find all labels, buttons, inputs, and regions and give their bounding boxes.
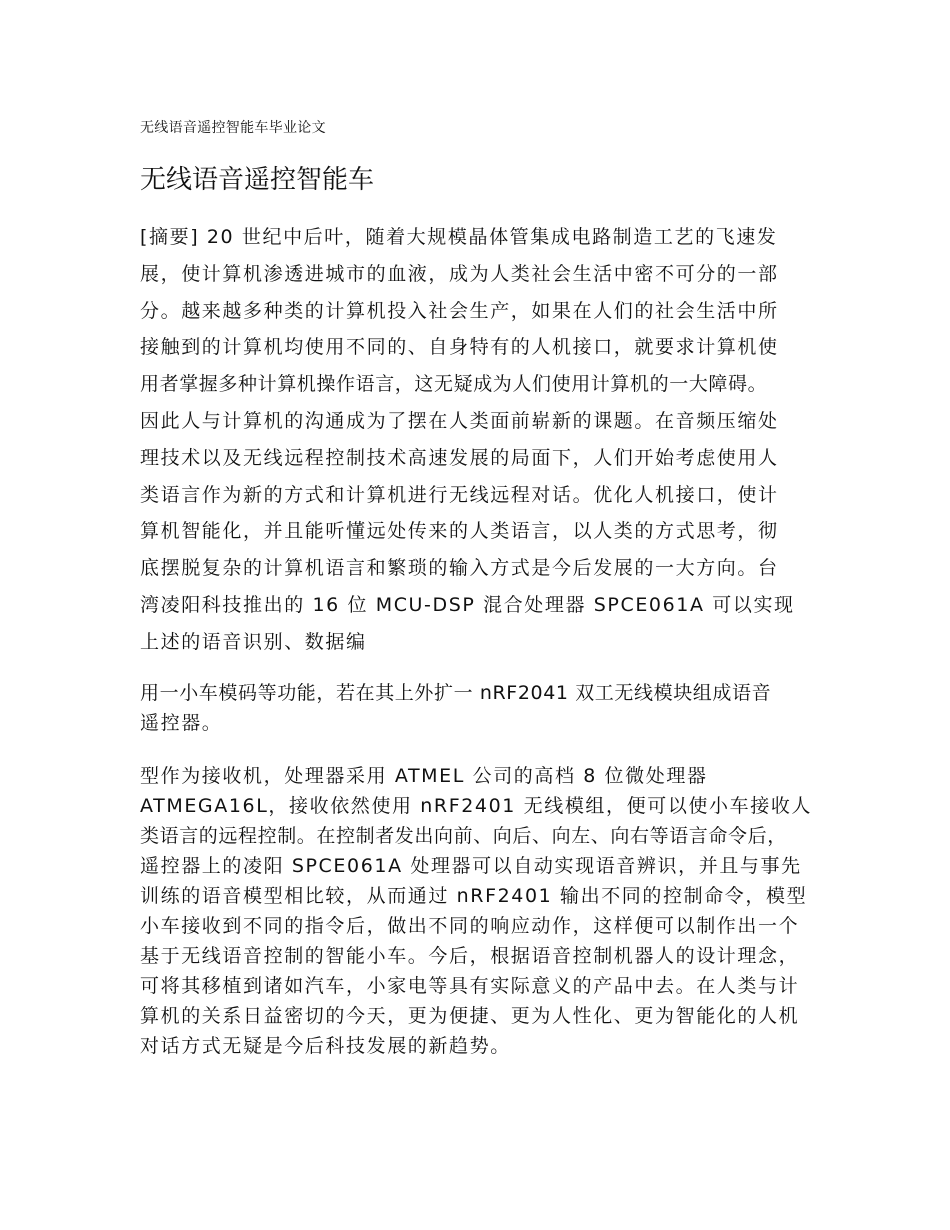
paragraph-line: 基于无线语音控制的智能小车。今后，根据语音控制机器人的设计理念， <box>140 945 800 967</box>
abstract-line: 理技术以及无线远程控制技术高速发展的局面下，人们开始考虑使用人 <box>140 447 779 469</box>
paragraph-line: 遥控器上的凌阳 SPCE061A 处理器可以自动实现语音辨识，并且与事先 <box>140 855 802 877</box>
running-header: 无线语音遥控智能车毕业论文 <box>140 120 326 136</box>
abstract-line: 分。越来越多种类的计算机投入社会生产，如果在人们的社会生活中所 <box>140 300 779 322</box>
paragraph-line: 训练的语音模型相比较，从而通过 nRF2401 输出不同的控制命令，模型 <box>140 885 808 907</box>
abstract-line: 算机智能化，并且能听懂远处传来的人类语言，以人类的方式思考，彻 <box>140 520 779 542</box>
paragraph-line: 对话方式无疑是今后科技发展的新趋势。 <box>140 1035 511 1057</box>
paragraph-line: 类语言的远程控制。在控制者发出向前、向后、向左、向右等语言命令后， <box>140 825 787 847</box>
abstract-line: 类语言作为新的方式和计算机进行无线远程对话。优化人机接口，使计 <box>140 484 779 506</box>
page-title: 无线语音遥控智能车 <box>140 165 375 195</box>
abstract-line: 底摆脱复杂的计算机语言和繁琐的输入方式是今后发展的一大方向。台 <box>140 557 779 579</box>
abstract-line: 展，使计算机渗透进城市的血液，成为人类社会生活中密不可分的一部 <box>140 263 779 285</box>
abstract-line: 因此人与计算机的沟通成为了摆在人类面前崭新的课题。在音频压缩处 <box>140 410 779 432</box>
paragraph-line: 遥控器。 <box>140 712 223 734</box>
abstract-line: 接触到的计算机均使用不同的、自身特有的人机接口，就要求计算机使 <box>140 336 779 358</box>
abstract-line: 用者掌握多种计算机操作语言，这无疑成为人们使用计算机的一大障碍。 <box>140 373 768 395</box>
paragraph-line: 小车接收到不同的指令后，做出不同的响应动作，这样便可以制作出一个 <box>140 915 800 937</box>
paragraph-line: 可将其移植到诸如汽车，小家电等具有实际意义的产品中去。在人类与计 <box>140 975 800 997</box>
paragraph-line: 用一小车模码等功能，若在其上外扩一 nRF2041 双工无线模块组成语音 <box>140 682 772 704</box>
abstract-line: 上述的语音识别、数据编 <box>140 631 367 653</box>
paragraph-line: ATMEGA16L，接收依然使用 nRF2401 无线模组，便可以使小车接收人 <box>140 795 813 817</box>
abstract-line: 湾凌阳科技推出的 16 位 MCU-DSP 混合处理器 SPCE061A 可以实现 <box>140 594 795 616</box>
paragraph-line: 型作为接收机，处理器采用 ATMEL 公司的高档 8 位微处理器 <box>140 765 708 787</box>
abstract-line: [摘要] 20 世纪中后叶，随着大规模晶体管集成电路制造工艺的飞速发 <box>140 226 778 248</box>
paragraph-line: 算机的关系日益密切的今天，更为便捷、更为人性化、更为智能化的人机 <box>140 1005 800 1027</box>
